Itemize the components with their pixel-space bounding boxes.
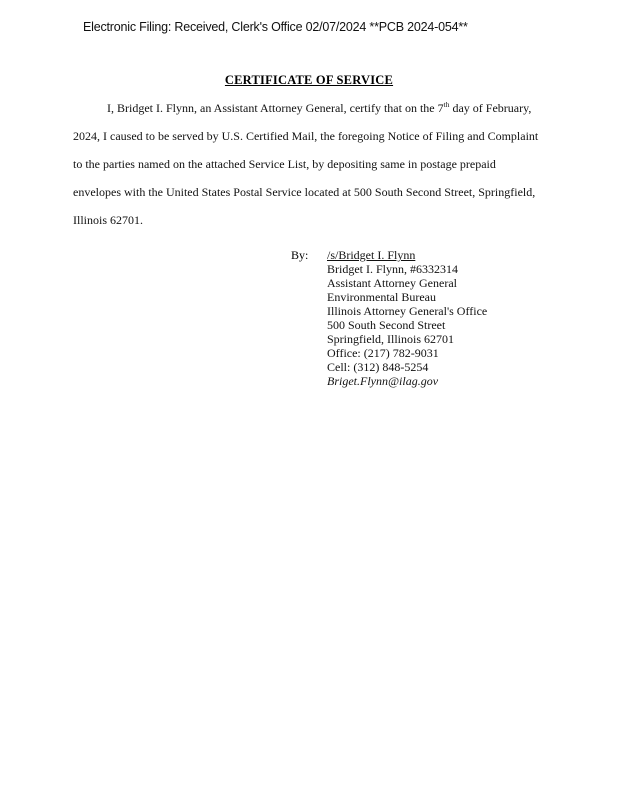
electronic-signature: /s/Bridget I. Flynn <box>327 248 416 262</box>
paragraph-line-1 <box>107 101 531 116</box>
signature-block <box>327 248 508 388</box>
signer-office: Illinois Attorney General's Office <box>327 304 488 318</box>
paragraph-line-2: 2024, I caused to be served by U.S. Certified Mail, the foregoing Notice of Filing and Complaint <box>73 129 539 143</box>
paragraph-line-5: Illinois 62701. <box>73 213 144 227</box>
office-city: Springfield, Illinois 62701 <box>327 332 454 346</box>
ordinal-suffix: th <box>443 100 450 109</box>
signature-line <box>327 248 508 262</box>
filing-stamp: Electronic Filing: Received, Clerk's Office 02/07/2024 **PCB 2024-054** <box>83 20 468 34</box>
signer-position: Assistant Attorney General <box>327 276 457 290</box>
paragraph-line-4: envelopes with the United States Postal Service located at 500 South Second Street, Springfield, <box>73 185 536 199</box>
by-label: By: <box>291 248 309 262</box>
document-title: CERTIFICATE OF SERVICE <box>224 73 394 87</box>
signer-name: Bridget I. Flynn, #6332314 <box>327 262 458 276</box>
paragraph-line-3: to the parties named on the attached Service List, by depositing same in postage prepaid <box>73 157 496 171</box>
signer-email: Briget.Flynn@ilag.gov <box>327 374 439 388</box>
paragraph-line-1-end: day of February, <box>449 101 532 115</box>
paragraph-line-1-start: I, Bridget I. Flynn, an Assistant Attorney General, certify that on the 7 <box>107 101 444 115</box>
signer-bureau: Environmental Bureau <box>327 290 436 304</box>
cell-phone: Cell: (312) 848-5254 <box>327 360 429 374</box>
office-phone: Office: (217) 782-9031 <box>327 346 439 360</box>
office-street: 500 South Second Street <box>327 318 446 332</box>
